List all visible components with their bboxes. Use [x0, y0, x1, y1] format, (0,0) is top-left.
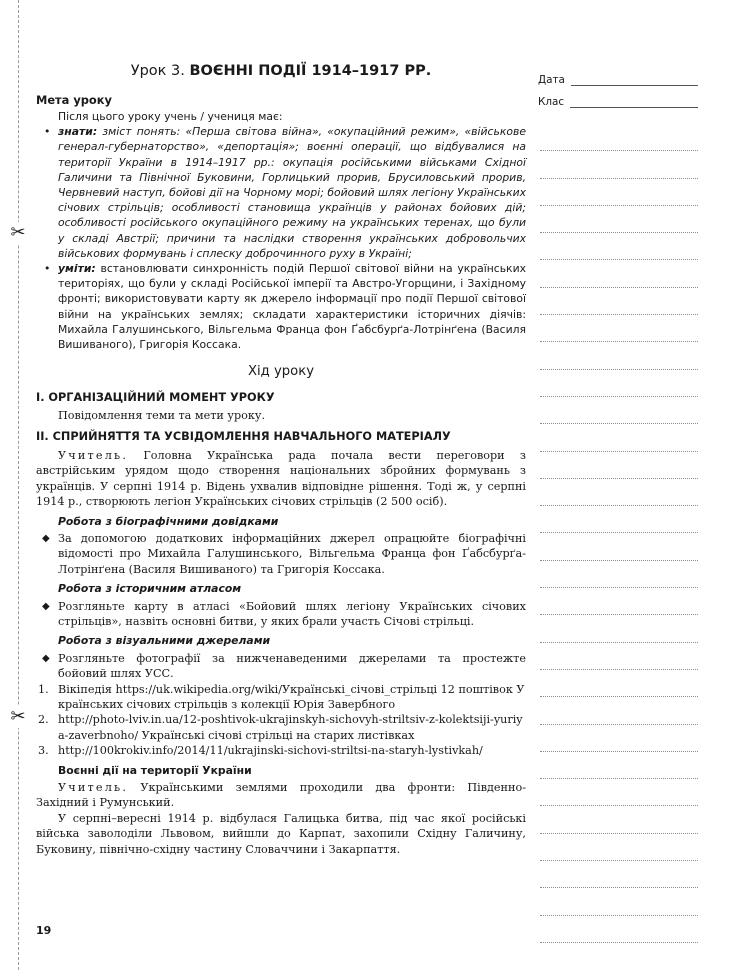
- date-label: Дата: [538, 74, 565, 86]
- war-heading: Воєнні дії на території України: [58, 763, 252, 777]
- teacher-paragraph: Учитель. Головна Українська рада почала вести переговори з австрійським урядом щодо створення національних збройних формувань з українців. У серпні 1914 р. Відень ухвалив відповідне рішення. Тоді ж, у серпні 1914 р., створюють легіон Українських січових стрільців (2 500 осіб).: [36, 448, 526, 509]
- cut-line: [18, 0, 19, 970]
- goal-know: • знати: зміст понять: «Перша світова війна», «окупаційний режим», «військове генерал-губернаторство», «депортація»; воєнні операції, що відбувалися на території України в 1914–1917 рр.: окупація російськими військами Східної Галичини та Північної Буковини, Горлицький прорив, Брусиловський прорив, Червневий наступ, бойові дії на Чорному морі; бойовий шлях легіону Українських січових стрільців; особливості становища українців у районах бойових дій; особливості російського окупаційного режиму на українських теренах, що були у складі Австрії; причини та наслідки створення українських добровольчих військових формувань і сплеску доброчинного руху в Україні;: [44, 125, 526, 260]
- goal-list: [36, 124, 526, 352]
- page-number: 19: [36, 922, 76, 940]
- bio-heading: Робота з біографічними довідками: [58, 514, 279, 528]
- sidebar: [538, 64, 698, 108]
- section2-heading: II. СПРИЙНЯТТЯ ТА УСВІДОМЛЕННЯ НАВЧАЛЬНОГО МАТЕРІАЛУ: [36, 430, 451, 444]
- goal-intro: Після цього уроку учень / учениця має:: [58, 109, 283, 123]
- atlas-heading: Робота з історичним атласом: [58, 582, 242, 596]
- link-list: [36, 682, 526, 759]
- scissors-icon: ✂: [7, 706, 29, 728]
- goal-can: • уміти: встановлювати синхронність подій Першої світової війни на українських територіях, що були у складі Російської імперії та Австро-Угорщини, і Західному фронті; використовувати карту як джерело інформації про події Першої світової війни на українських землях; складати характеристики історичних діячів: Михайла Галушинського, Вільгельма Франца фон Ґабсбурґа-Лотрінґена (Василя Вишиваного), Григорія Коссака.: [44, 262, 526, 352]
- section1-heading: I. ОРГАНІЗАЦІЙНИЙ МОМЕНТ УРОКУ: [36, 390, 275, 404]
- section1-text: Повідомлення теми та мети уроку.: [58, 409, 266, 423]
- class-label: Клас: [538, 96, 565, 108]
- visual-heading: Робота з візуальними джерелами: [58, 634, 271, 648]
- notes-lines: [540, 124, 698, 943]
- visual-task: ◆ Розгляньте фотографії за нижченаведеними джерелами та простежте бойовий шлях УСС.: [42, 651, 526, 681]
- bio-task: ◆ За допомогою додаткових інформаційних джерел опрацюйте біографічні відомості про Михайла Галушинського, Вільгельма Франца фон Ґабсбурґа-Лотрінґена (Василя Вишиваного) та Григорія Коссака.: [42, 531, 526, 576]
- war-paragraph: У серпні–вересні 1914 р. відбулася Галицька битва, під час якої російські війська заволоділи Львовом, вийшли до Карпат, захопили Східну Галичину, Буковину, північно-східну частину Словаччини і Закарпаття.: [36, 811, 526, 856]
- date-field: [538, 64, 698, 86]
- war-teacher-paragraph: Учитель. Українськими землями проходили два фронти: Південно-Західний і Румунський.: [36, 781, 526, 810]
- lesson-title: [36, 64, 526, 79]
- list-item: 1. Вікіпедія https://uk.wikipedia.org/wiki/Українські_січові_стрільці 12 поштівок Українських січових стрільців з колекції Юрія Завербного: [38, 682, 525, 711]
- lesson-number: Урок 3.: [130, 63, 190, 79]
- list-item: 3. http://100krokiv.info/2014/11/ukrajinski-sichovi-striltsi-na-staryh-lystivkah/: [38, 744, 483, 758]
- class-field: [538, 86, 698, 108]
- list-item: 2. http://photo-lviv.in.ua/12-poshtivok-ukrajinskyh-sichovyh-striltsiv-z-kolektsiji-yuriya-zaverbnoho/ Українські січові стрільці на старих листівках: [38, 713, 523, 742]
- atlas-task: ◆ Розгляньте карту в атласі «Бойовий шлях легіону Українських січових стрільців», назвіть основні битви, у яких брали участь Січові стрільці.: [42, 599, 526, 628]
- lesson-content: [36, 64, 526, 857]
- course-heading: Хід уроку: [247, 364, 315, 380]
- goal-heading: Мета уроку: [36, 93, 112, 108]
- scissors-icon: ✂: [7, 222, 29, 244]
- lesson-topic: ВОЄННІ ПОДІЇ 1914–1917 РР.: [189, 63, 432, 79]
